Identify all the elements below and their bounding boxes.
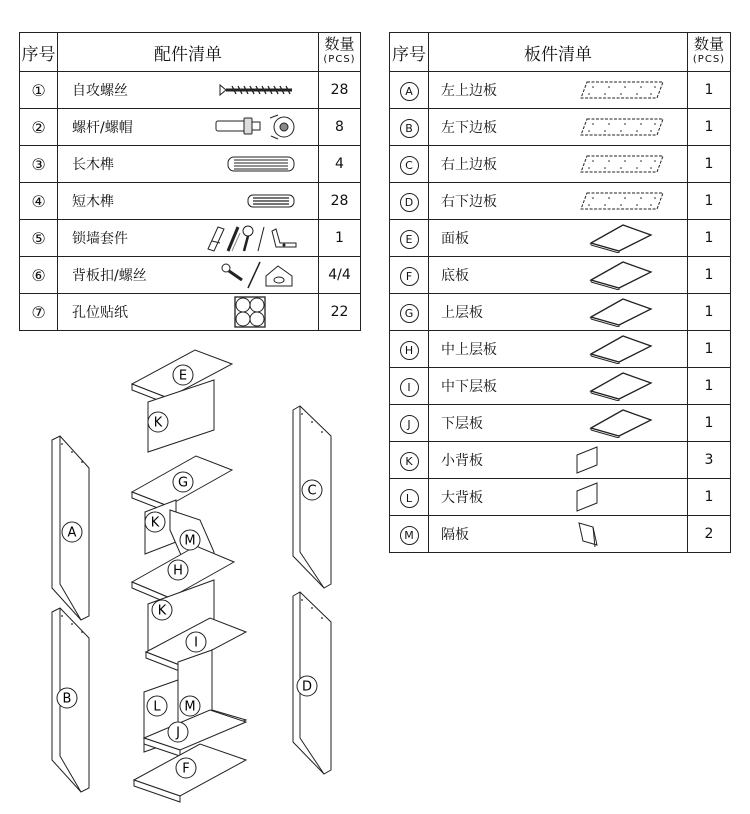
label-m: M — [184, 699, 196, 715]
label-l: L — [153, 699, 161, 715]
board-qty: 1 — [688, 257, 731, 294]
table-row — [20, 146, 361, 183]
row-letter-badge: M — [400, 526, 419, 545]
board-name: 隔板 — [441, 527, 469, 543]
row-number — [390, 220, 429, 257]
long-panel-icon — [579, 115, 665, 139]
shelf-board-icon — [589, 223, 653, 253]
board-cell — [429, 516, 688, 553]
table-row — [20, 109, 361, 146]
board-cell — [429, 294, 688, 331]
table-row — [390, 405, 731, 442]
row-letter-badge: I — [400, 378, 419, 397]
small-back-panel-icon — [573, 445, 603, 475]
row-number — [390, 72, 429, 109]
table-row — [390, 257, 731, 294]
shelf-board-icon — [589, 408, 653, 438]
wall-lock-kit-icon — [204, 223, 300, 253]
row-number: ② — [20, 109, 58, 146]
row-letter-badge: F — [400, 267, 419, 286]
part-name: 长木榫 — [72, 157, 114, 173]
row-number: ① — [20, 72, 58, 109]
table-row — [390, 368, 731, 405]
shelf-board-icon — [589, 297, 653, 327]
label-b: B — [62, 691, 72, 707]
board-cell — [429, 146, 688, 183]
parts-header-qty — [319, 33, 361, 72]
label-a: A — [67, 525, 77, 541]
board-name: 大背板 — [441, 490, 483, 506]
boards-header-qty-label: 数量 — [693, 35, 724, 53]
table-row — [20, 294, 361, 331]
parts-header-qty-unit: (PCS) — [323, 54, 356, 65]
part-cell — [58, 257, 319, 294]
long-panel-icon — [579, 78, 665, 102]
part-qty: 28 — [319, 72, 361, 109]
part-cell — [58, 183, 319, 220]
board-qty: 1 — [688, 220, 731, 257]
part-name: 孔位贴纸 — [72, 305, 128, 321]
board-qty: 1 — [688, 331, 731, 368]
label-j: J — [176, 725, 180, 741]
board-qty: 1 — [688, 294, 731, 331]
long-dowel-icon — [226, 155, 296, 173]
board-name: 右下边板 — [441, 194, 497, 210]
board-cell — [429, 331, 688, 368]
boards-header-qty — [688, 33, 731, 72]
board-cell — [429, 479, 688, 516]
large-back-panel-icon — [573, 481, 603, 513]
table-row — [390, 146, 731, 183]
board-cell — [429, 257, 688, 294]
shelf-board-icon — [589, 371, 653, 401]
board-qty: 1 — [688, 368, 731, 405]
board-qty: 3 — [688, 442, 731, 479]
board-name: 上层板 — [441, 305, 483, 321]
board-qty: 2 — [688, 516, 731, 553]
board-qty: 1 — [688, 405, 731, 442]
table-row — [20, 72, 361, 109]
row-number: ④ — [20, 183, 58, 220]
shelf-board-icon — [589, 334, 653, 364]
board-name: 底板 — [441, 268, 469, 284]
board-qty: 1 — [688, 72, 731, 109]
row-number: ⑥ — [20, 257, 58, 294]
row-letter-badge: D — [400, 193, 419, 212]
label-c: C — [307, 483, 317, 499]
row-number — [390, 516, 429, 553]
part-name: 锁墙套件 — [72, 231, 128, 247]
part-qty: 8 — [319, 109, 361, 146]
boards-header-name: 板件清单 — [429, 33, 688, 72]
table-row — [20, 257, 361, 294]
row-letter-badge: G — [400, 304, 419, 323]
part-cell — [58, 220, 319, 257]
table-row — [20, 220, 361, 257]
label-g: G — [177, 475, 189, 491]
bolt-nut-icon — [214, 112, 296, 142]
label-h: H — [173, 563, 183, 579]
part-qty: 4 — [319, 146, 361, 183]
label-m: M — [184, 533, 196, 549]
divider-icon — [573, 519, 603, 549]
parts-header-qty-label: 数量 — [324, 35, 355, 53]
long-panel-icon — [579, 152, 665, 176]
row-letter-badge: J — [400, 415, 419, 434]
part-name: 背板扣/螺丝 — [72, 268, 147, 284]
row-letter-badge: C — [400, 156, 419, 175]
row-number — [390, 146, 429, 183]
board-qty: 1 — [688, 109, 731, 146]
row-number — [390, 368, 429, 405]
board-cell — [429, 220, 688, 257]
short-dowel-icon — [246, 193, 296, 209]
part-cell — [58, 72, 319, 109]
parts-header-row — [20, 33, 361, 72]
row-number — [390, 294, 429, 331]
row-number: ⑦ — [20, 294, 58, 331]
part-name: 螺杆/螺帽 — [72, 120, 133, 136]
board-cell — [429, 183, 688, 220]
board-cell — [429, 442, 688, 479]
shelf-board-icon — [589, 260, 653, 290]
table-row — [390, 109, 731, 146]
board-cell — [429, 405, 688, 442]
part-cell — [58, 294, 319, 331]
part-qty: 4/4 — [319, 257, 361, 294]
table-row — [390, 220, 731, 257]
label-f: F — [182, 761, 190, 777]
row-number: ③ — [20, 146, 58, 183]
boards-header-no: 序号 — [390, 33, 429, 72]
label-i: I — [194, 635, 198, 651]
table-row — [390, 479, 731, 516]
part-cell — [58, 109, 319, 146]
label-k: K — [153, 415, 163, 431]
parts-header-no: 序号 — [20, 33, 58, 72]
part-qty: 28 — [319, 183, 361, 220]
row-number — [390, 442, 429, 479]
table-row — [390, 516, 731, 553]
row-letter-badge: L — [400, 489, 419, 508]
row-letter-badge: A — [400, 82, 419, 101]
exploded-assembly-diagram — [0, 340, 370, 814]
row-number — [390, 331, 429, 368]
board-name: 面板 — [441, 231, 469, 247]
label-e: E — [178, 368, 188, 384]
table-row — [390, 442, 731, 479]
row-number: ⑤ — [20, 220, 58, 257]
board-qty: 1 — [688, 183, 731, 220]
table-row — [20, 183, 361, 220]
table-row — [390, 331, 731, 368]
board-name: 左上边板 — [441, 83, 497, 99]
label-d: D — [301, 679, 313, 695]
board-cell — [429, 368, 688, 405]
part-name: 自攻螺丝 — [72, 83, 128, 99]
parts-header-name: 配件清单 — [58, 33, 319, 72]
hole-sticker-icon — [234, 296, 266, 328]
part-qty: 22 — [319, 294, 361, 331]
row-number — [390, 257, 429, 294]
board-name: 中上层板 — [441, 342, 497, 358]
part-cell — [58, 146, 319, 183]
board-name: 小背板 — [441, 453, 483, 469]
screw-icon — [218, 83, 296, 97]
parts-list-table — [19, 32, 361, 331]
row-letter-badge: K — [400, 452, 419, 471]
row-number — [390, 405, 429, 442]
row-number — [390, 479, 429, 516]
board-qty: 1 — [688, 479, 731, 516]
boards-header-row — [390, 33, 731, 72]
part-name: 短木榫 — [72, 194, 114, 210]
label-k: K — [157, 603, 167, 619]
board-name: 下层板 — [441, 416, 483, 432]
part-qty: 1 — [319, 220, 361, 257]
board-list-table — [389, 32, 731, 553]
row-number — [390, 183, 429, 220]
boards-header-qty-unit: (PCS) — [692, 54, 726, 65]
row-letter-badge: H — [400, 341, 419, 360]
label-k: K — [150, 515, 160, 531]
row-letter-badge: B — [400, 119, 419, 138]
board-cell — [429, 109, 688, 146]
board-name: 中下层板 — [441, 379, 497, 395]
board-name: 右上边板 — [441, 157, 497, 173]
board-qty: 1 — [688, 146, 731, 183]
table-row — [390, 294, 731, 331]
table-row — [390, 183, 731, 220]
board-name: 左下边板 — [441, 120, 497, 136]
long-panel-icon — [579, 189, 665, 213]
table-row — [390, 72, 731, 109]
back-clip-screw-icon — [218, 260, 296, 290]
row-letter-badge: E — [400, 230, 419, 249]
row-number — [390, 109, 429, 146]
board-cell — [429, 72, 688, 109]
